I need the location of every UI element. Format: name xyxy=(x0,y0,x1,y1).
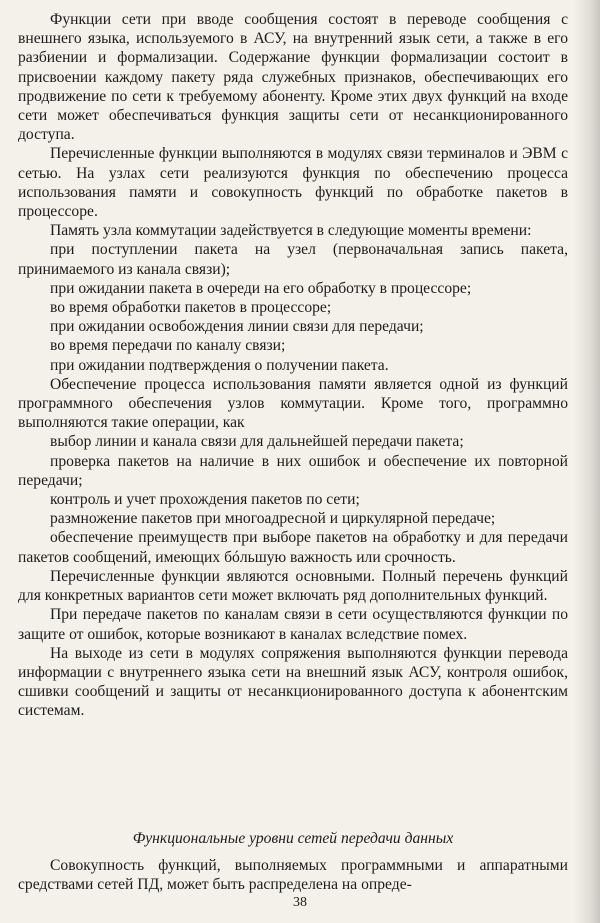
list-item: размножение пакетов при многоадресной и циркулярной передаче; xyxy=(50,510,496,528)
list-item: во время передачи по каналу связи; xyxy=(50,337,286,355)
paragraph-3: Память узла коммутации задействуется в следующие моменты времени: xyxy=(50,222,532,240)
page-edge-shadow xyxy=(574,0,600,923)
list-item: при ожидании пакета в очереди на его обработку в процессоре; xyxy=(50,279,472,297)
paragraph-5: Перечисленные функции являются основными. Полный перечень функций для конкретных вариантов сети может включать ряд дополнительных функций. xyxy=(18,567,568,605)
list-item: обеспечение преимуществ при выборе пакетов на обработку и для передачи пакетов сообщений, имеющих бóльшую важность или срочность. xyxy=(18,529,568,566)
body-text xyxy=(18,10,568,721)
paragraph-6: При передаче пакетов по каналам связи в сети осуществляются функции по защите от ошибок, которые возникают в каналах вследствие помех. xyxy=(18,606,568,643)
list-item: проверка пакетов на наличие в них ошибок и обеспечение их повторной передачи; xyxy=(18,452,568,489)
list-item: выбор линии и канала связи для дальнейшей передачи пакета; xyxy=(50,433,464,451)
paragraph-2: Перечисленные функции выполняются в модулях связи терминалов и ЭВМ с сетью. На узлах сети реализуются функция по обеспечению процесса использования памяти и совокупность функций по обработке пакетов в процессоре. xyxy=(18,145,568,221)
page-number: 38 xyxy=(293,895,307,910)
list-item: при ожидании освобождения линии связи для передачи; xyxy=(50,318,424,336)
list-item: при ожидании подтверждения о получении пакета. xyxy=(50,356,389,374)
body-text-continued xyxy=(18,856,568,894)
paragraph-4: Обеспечение процесса использования памяти является одной из функций программного обеспечения узлов коммутации. Кроме того, программно выполняются такие операции, как xyxy=(18,375,568,432)
list-item: при поступлении пакета на узел (первоначальная запись пакета, принимаемого из канала связи); xyxy=(18,241,568,278)
section-heading: Функциональные уровни сетей передачи данных xyxy=(132,830,454,847)
paragraph-8: Совокупность функций, выполняемых программными и аппаратными средствами сетей ПД, может быть распределена на опреде- xyxy=(18,857,568,894)
list-item: контроль и учет прохождения пакетов по сети; xyxy=(50,491,360,509)
list-item: во время обработки пакетов в процессоре; xyxy=(50,299,332,317)
paragraph-1: Функции сети при вводе сообщения состоят в переводе сообщения с внешнего языка, используемого в АСУ, на внутренний язык сети, а также в его разбиении и формализации. Содержание функции формализации состоит в присвоении каждому пакету ряда служебных признаков, обеспечивающих его продвижение по сети к требуемому абоненту. Кроме этих двух функций на входе сети может обеспечиваться функция защиты сети от несанкционированного доступа. xyxy=(18,11,568,144)
paragraph-7: На выходе из сети в модулях сопряжения выполняются функции перевода информации с внутреннего языка сети на внешний язык АСУ, контроля ошибок, сшивки сообщений и защиты от несанкционированного доступа к абонентским системам. xyxy=(18,644,568,720)
